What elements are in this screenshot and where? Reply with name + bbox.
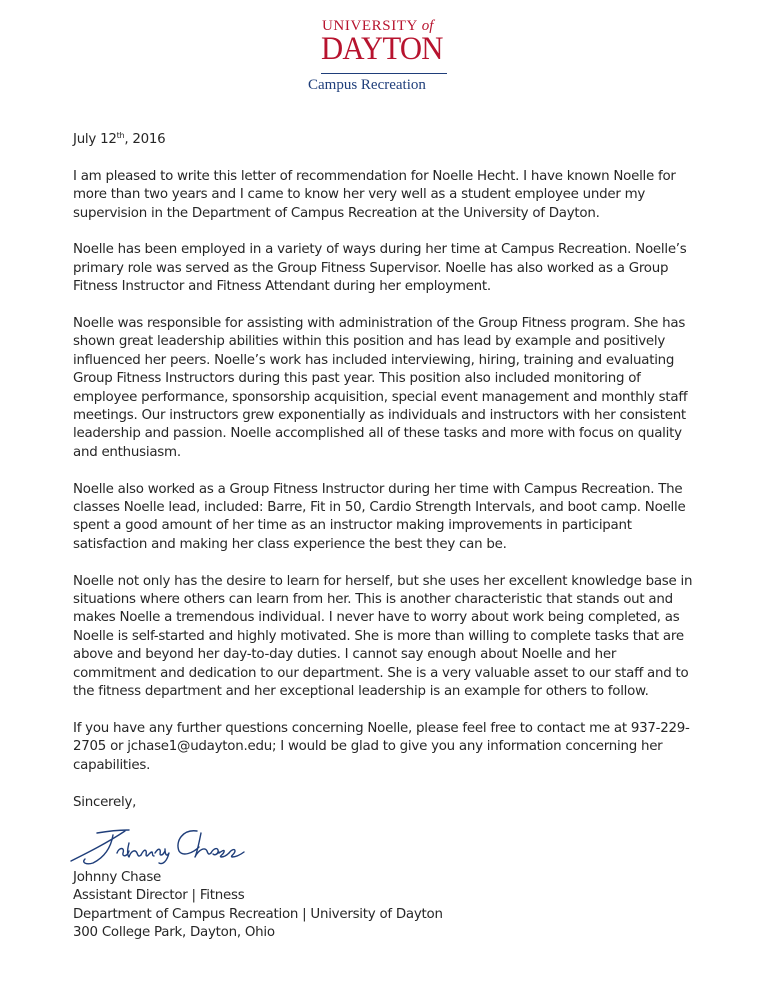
paragraph-contact: If you have any further questions concerning Noelle, please feel free to contact me at 937-229-2705 or jchase1@udayton.edu; I would be glad to give you any information concerning her capabilities.: [73, 720, 690, 773]
closing: Sincerely,: [73, 794, 137, 810]
date-month-day: July 12: [73, 132, 117, 147]
signer-name: Johnny Chase: [73, 869, 162, 885]
letter-body: [73, 131, 703, 943]
paragraph-responsibilities: Noelle was responsible for assisting with administration of the Group Fitness program. She has shown great leadership abilities within this position and has lead by example and positively influenced her peers. Noelle’s work has included interviewing, hiring, training and evaluating Group Fitness Instructors during this past year. This position also included monitoring of employee performance, sponsorship acquisition, special event management and monthly staff meetings. Our instructors grew exponentially as individuals and instructors with her consistent leadership and passion. Noelle accomplished all of these tasks and more with focus on quality and enthusiasm.: [73, 316, 688, 460]
signer-title: Assistant Director | Fitness: [73, 888, 245, 904]
letterhead-dayton: DAYTON: [321, 31, 443, 67]
letter-date: [73, 131, 703, 149]
signature-block: [73, 869, 703, 943]
handwritten-signature: [67, 823, 247, 867]
letterhead: [0, 0, 768, 100]
signer-department: Department of Campus Recreation | University of Dayton: [73, 906, 443, 922]
date-ordinal: th: [116, 131, 125, 140]
date-year: , 2016: [124, 132, 166, 147]
paragraph-character: Noelle not only has the desire to learn for herself, but she uses her excellent knowledge base in situations where others can learn from her. This is another characteristic that stands out and makes Noelle a tremendous individual. I never have to worry about work being completed, as Noelle is self-started and highly motivated. She is more than willing to complete tasks that are above and beyond her day-to-day duties. I cannot say enough about Noelle and her commitment and dedication to our department. She is a very valuable asset to our staff and to the fitness department and her exceptional leadership is an example for others to follow.: [73, 573, 693, 700]
signer-address: 300 College Park, Dayton, Ohio: [73, 925, 275, 941]
letterhead-divider: [321, 73, 447, 74]
paragraph-employment: Noelle has been employed in a variety of ways during her time at Campus Recreation. Noelle’s primary role was served as the Group Fitness Supervisor. Noelle has also worked as a Group Fitness Instructor and Fitness Attendant during her employment.: [73, 242, 687, 295]
of-word: of: [421, 18, 434, 34]
paragraph-intro: I am pleased to write this letter of recommendation for Noelle Hecht. I have known Noelle for more than two years and I came to know her very well as a student employee under my supervision in the Department of Campus Recreation at the University of Dayton.: [73, 168, 676, 221]
letterhead-department: Campus Recreation: [308, 77, 426, 93]
university-word: UNIVERSITY: [322, 18, 418, 34]
paragraph-instructor: Noelle also worked as a Group Fitness Instructor during her time with Campus Recreation. The classes Noelle lead, included: Barre, Fit in 50, Cardio Strength Intervals, and boot camp. Noelle spent a good amount of her time as an instructor making improvements in participant satisfaction and making her class experience the best they can be.: [73, 481, 686, 552]
